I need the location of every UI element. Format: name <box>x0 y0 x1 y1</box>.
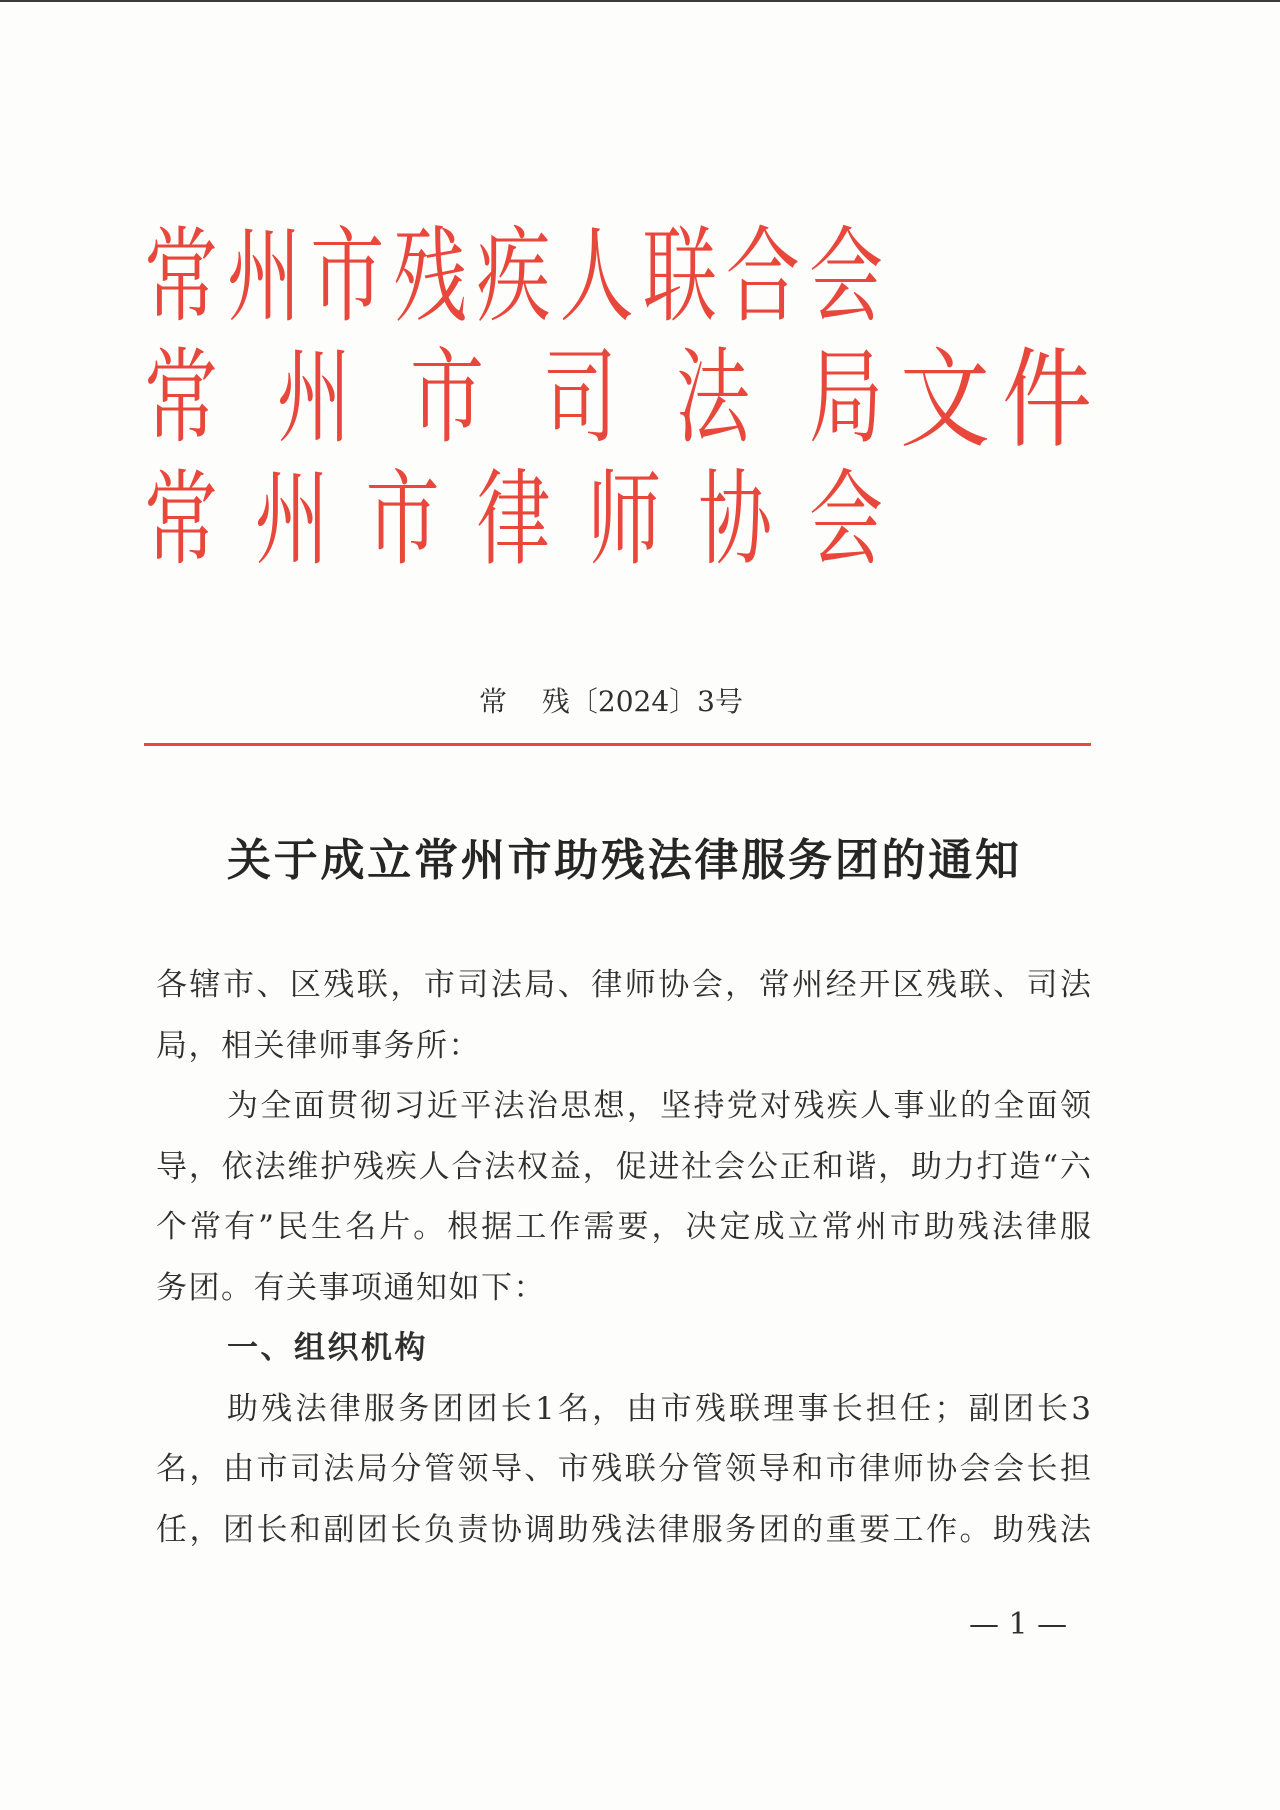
intro-line: 为全面贯彻习近平法治思想，坚持党对残疾人事业的全面领 <box>227 1088 1091 1124</box>
addressee-line: 局，相关律师事务所： <box>156 1027 481 1064</box>
section-line: 任，团长和副团长负责协调助残法律服务团的重要工作。助残法 <box>156 1511 1091 1548</box>
scan-top-edge <box>0 0 1280 2</box>
page-number: — 1 — <box>969 1607 1068 1642</box>
masthead-document-label: 文件 <box>900 337 1092 464</box>
masthead-org-line-2: 常州市司法局 <box>144 337 883 459</box>
notice-title: 关于成立常州市助残法律服务团的通知 <box>227 835 1019 886</box>
masthead-org-line-3: 常州市律师协会 <box>144 459 883 581</box>
masthead-org-line-1: 常州市残疾人联合会 <box>144 216 883 338</box>
addressee-line: 各辖市、区残联，市司法局、律师协会，常州经开区残联、司法 <box>156 967 1091 1003</box>
section-line: 名，由市司法局分管领导、市残联分管领导和市律师协会会长担 <box>156 1451 1091 1487</box>
section-heading: 一、组织机构 <box>227 1330 428 1366</box>
intro-line: 导，依法维护残疾人合法权益，促进社会公正和谐，助力打造“六 <box>156 1148 1091 1185</box>
notice-body <box>156 955 1091 1560</box>
section-line: 助残法律服务团团长1名，由市残联理事长担任；副团长3 <box>227 1390 1091 1427</box>
intro-line: 务团。有关事项通知如下： <box>156 1269 546 1306</box>
red-separator-rule <box>144 743 1091 746</box>
document-number: 常 残〔2024〕3号 <box>479 685 743 718</box>
intro-line: 个常有”民生名片。根据工作需要，决定成立常州市助残法律服 <box>156 1209 1091 1245</box>
